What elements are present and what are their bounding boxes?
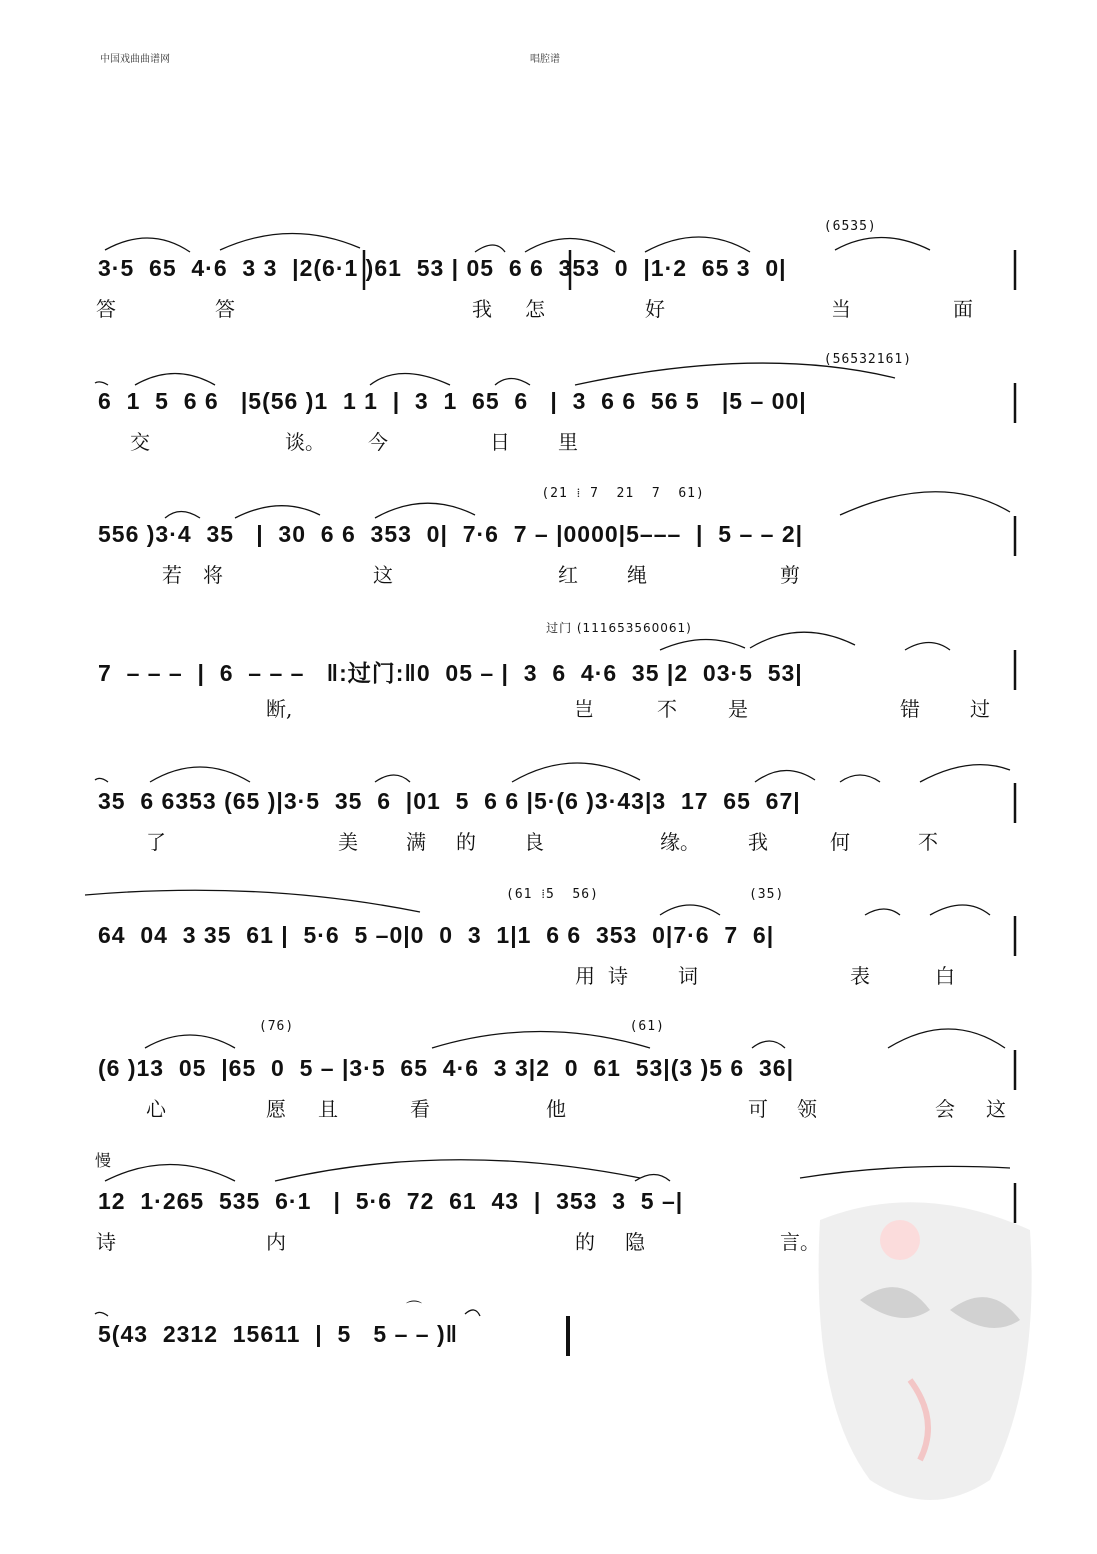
notation-line: 7 – – – | 6 – – – ‖:过门:‖0 05 – | 3 6 4·6 35 |2 03·5 53| [98,660,803,686]
lyric: 面 [953,297,973,321]
lyric: 言。 [780,1230,820,1254]
notation-line: 6 1 5 6 6 |5(56 )1 1 1 | 3 1 65 6 | 3 6 6 56 5 |5 – 00| [98,388,807,414]
lyric: 怎 [525,297,545,321]
notation-line: 35 6 6353 (65 )|3·5 35 6 |01 5 6 6 |5·(6 )3·43|3 17 65 67| [98,788,801,814]
lyric: 答 [215,297,235,321]
ornament-line: 过门 (111653560061) [392,621,692,635]
lyric: 心 [146,1097,166,1121]
fermata-icon: ⌒ [406,1299,423,1318]
lyric: 的 [456,830,476,854]
lyric: 过 [970,697,990,721]
lyric: 满 [406,830,426,854]
lyric: 可 [748,1097,768,1121]
notation-line: 64 04 3 35 61 | 5·6 5 –0|0 0 3 1|1 6 6 353 0|7·6 7 6| [98,922,775,948]
lyric: 我 [472,297,492,321]
lyric: 若 [162,563,182,587]
lyric: 愿 [266,1097,286,1121]
lyric: 用 [575,964,595,988]
lyric: 绳 [627,563,647,587]
notation-line: (6 )13 05 |65 0 5 – |3·5 65 4·6 3 3|2 0 61 53|(3 )5 6 36| [98,1055,795,1081]
lyric: 我 [748,830,768,854]
lyric: 会 [935,1097,955,1121]
lyric: 词 [678,964,698,988]
ornament-line: (76) (61) [100,1019,665,1034]
notation-line: 12 1·265 535 6·1 | 5·6 72 61 43 | 353 3 5 –| [98,1188,684,1214]
lyric: 里 [558,430,578,454]
lyric: 看 [410,1097,430,1121]
lyric: 岂 [574,697,594,721]
lyric: 是 [728,697,748,721]
notation-line: 5(43 2312 15611 | 5 5 – – )‖ [98,1321,459,1347]
lyric: 的 [575,1230,595,1254]
lyric: 隐 [625,1230,645,1254]
lyric: 这 [986,1097,1006,1121]
notation-line: 556 )3·4 35 | 30 6 6 353 0| 7·6 7 – |0000|5––– | 5 – – 2| [98,521,804,547]
lyric: 交 [130,430,150,454]
lyric: 错 [900,697,920,721]
ornament-line: (6535) [100,219,877,234]
header-site-name: 中国戏曲曲谱网 [100,54,170,65]
lyric: 红 [558,563,578,587]
score-row-7 [0,1019,1097,1175]
lyric: 这 [373,563,393,587]
score-row-4 [0,621,1097,775]
lyric: 谈。 [285,430,325,454]
lyric: 不 [918,830,938,854]
lyric: 剪 [780,563,800,587]
notation-line: 3·5 65 4·6 3 3 |2(6·1 )61 53 | 05 6 6 353 0 |1·2 65 3 0| [98,255,787,281]
header-doc-type: 唱腔谱 [530,54,560,65]
lyric: 断, [266,697,293,721]
lyric: 美 [338,830,358,854]
lyric: 诗 [608,964,628,988]
lyric: 答 [96,297,116,321]
lyric: 白 [935,964,955,988]
lyric: 日 [490,430,510,454]
lyric: 了 [146,830,166,854]
lyric: 当 [831,297,851,321]
lyric: 诗 [96,1230,116,1254]
lyric: 内 [266,1230,286,1254]
lyric: 表 [850,964,870,988]
lyric: 且 [318,1097,338,1121]
ornament-line: (56532161) [100,352,913,367]
lyric: 不 [657,697,677,721]
lyric: 缘。 [660,830,700,854]
lyric: 好 [645,297,665,321]
lyric: 将 [203,563,223,587]
lyric: 良 [524,830,544,854]
lyric: 他 [546,1097,566,1121]
lyric: 今 [368,430,388,454]
ornament-line: (21 ⁞ 7 21 7 61) [100,486,705,501]
lyric: 何 [830,830,850,854]
ornament-line: (61 ⁞5 56) (35) [100,887,785,902]
tempo-mark: 慢 [95,1151,112,1170]
opera-mask-watermark [790,1180,1050,1520]
lyric: 领 [797,1097,817,1121]
